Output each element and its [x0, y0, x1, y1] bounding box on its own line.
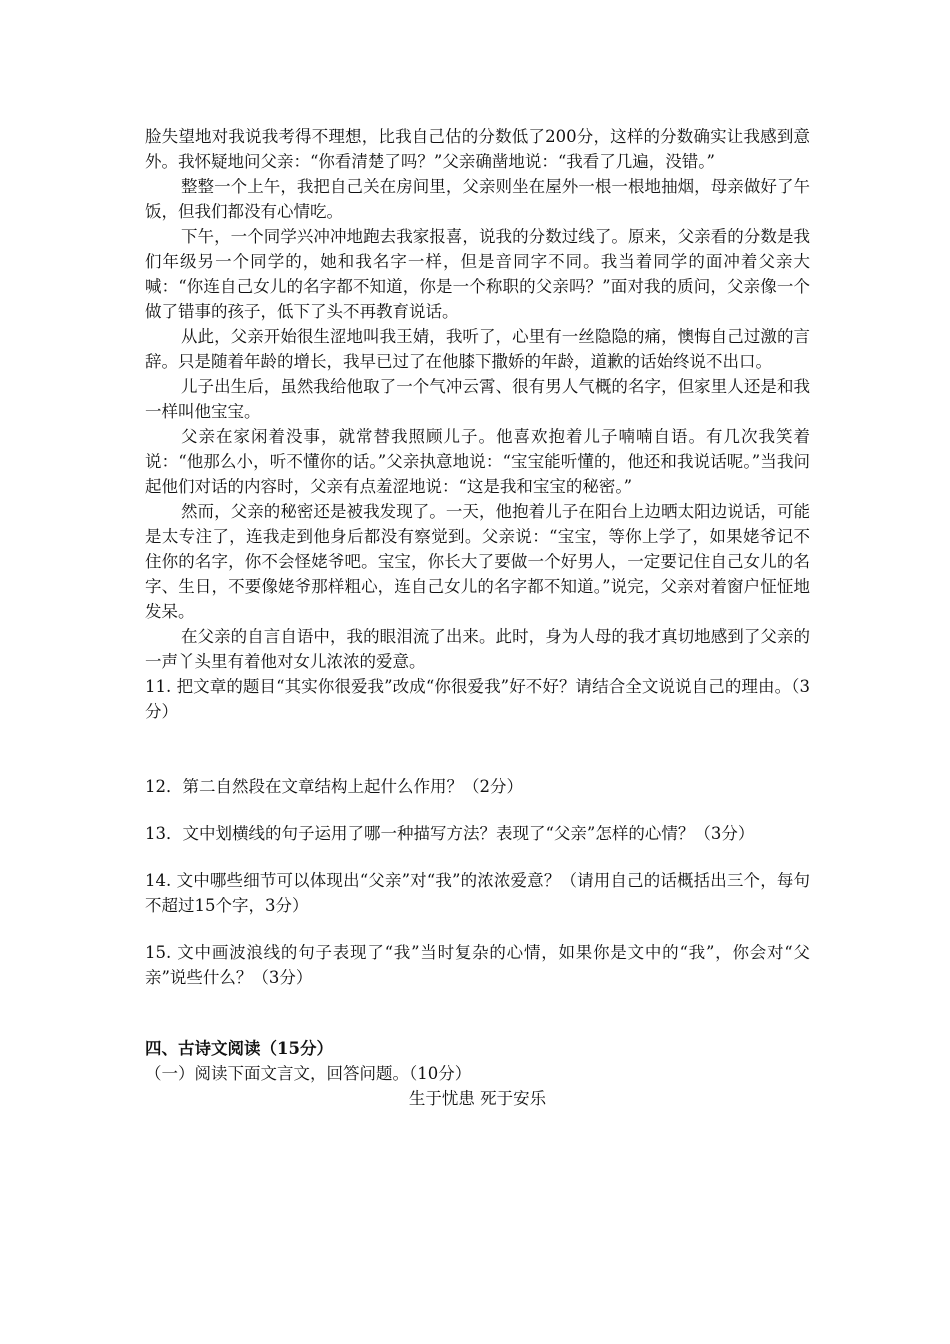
classical-text-title: 生于忧患 死于安乐: [408, 1089, 547, 1108]
passage-paragraph-2: 整整一个上午，我把自己关在房间里，父亲则坐在屋外一根一根地抽烟，母亲做好了午饭，但我们都没有心情吃。: [145, 177, 810, 221]
question-12: 12．第二自然段在文章结构上起什么作用？（2分）: [145, 777, 523, 796]
passage-paragraph-7: 然而，父亲的秘密还是被我发现了。一天，他抱着儿子在阳台上边晒太阳边说话，可能是太专注了，连我走到他身后都没有察觉到。父亲说：“宝宝，等你上学了，如果姥爷记不住你的名字，你不会怪姥爷吧。宝宝，你长大了要做一个好男人，一定要记住自己女儿的名字、生日，不要像姥爷那样粗心，连自己女儿的名字都不知道。”说完，父亲对着窗户怔怔地发呆。: [145, 502, 810, 621]
section-heading: 四、古诗文阅读（15分）: [145, 1039, 333, 1058]
question-15: 15. 文中画波浪线的句子表现了“我”当时复杂的心情，如果你是文中的“我”，你会对“父亲”说些什么？（3分）: [145, 943, 810, 987]
passage-paragraph-8: 在父亲的自言自语中，我的眼泪流了出来。此时，身为人母的我才真切地感到了父亲的一声丫头里有着他对女儿浓浓的爱意。: [145, 627, 810, 671]
passage-paragraph-4: 从此，父亲开始很生涩地叫我王婧，我听了，心里有一丝隐隐的痛，懊悔自己过激的言辞。只是随着年龄的增长，我早已过了在他膝下撒娇的年龄，道歉的话始终说不出口。: [145, 327, 810, 371]
passage-paragraph-6: 父亲在家闲着没事，就常替我照顾儿子。他喜欢抱着儿子喃喃自语。有几次我笑着说：“他那么小，听不懂你的话。”父亲执意地说：“宝宝能听懂的，他还和我说话呢。”当我问起他们对话的内容时，父亲有点羞涩地说：“这是我和宝宝的秘密。”: [145, 427, 810, 496]
question-11: 11. 把文章的题目“其实你很爱我”改成“你很爱我”好不好？请结合全文说说自己的理由。（3分）: [145, 677, 810, 721]
passage-paragraph-5: 儿子出生后，虽然我给他取了一个气冲云霄、很有男人气概的名字，但家里人还是和我一样叫他宝宝。: [145, 377, 810, 421]
passage-paragraph-1: 脸失望地对我说我考得不理想，比我自己估的分数低了200分，这样的分数确实让我感到意外。我怀疑地问父亲：“你看清楚了吗？”父亲确凿地说：“我看了几遍，没错。”: [145, 127, 810, 171]
document-page: [145, 124, 810, 1111]
section-subheading: （一）阅读下面文言文，回答问题。（10分）: [145, 1064, 472, 1083]
question-13: 13．文中划横线的句子运用了哪一种描写方法？表现了“父亲”怎样的心情？（3分）: [145, 824, 755, 843]
question-14: 14. 文中哪些细节可以体现出“父亲”对“我”的浓浓爱意？（请用自己的话概括出三个，每句不超过15个字，3分）: [145, 871, 810, 915]
passage-paragraph-3: 下午，一个同学兴冲冲地跑去我家报喜，说我的分数过线了。原来，父亲看的分数是我们年级另一个同学的，她和我名字一样，但是音同字不同。我当着同学的面冲着父亲大喊：“你连自己女儿的名字都不知道，你是一个称职的父亲吗？”面对我的质问，父亲像一个做了错事的孩子，低下了头不再教育说话。: [145, 227, 810, 321]
